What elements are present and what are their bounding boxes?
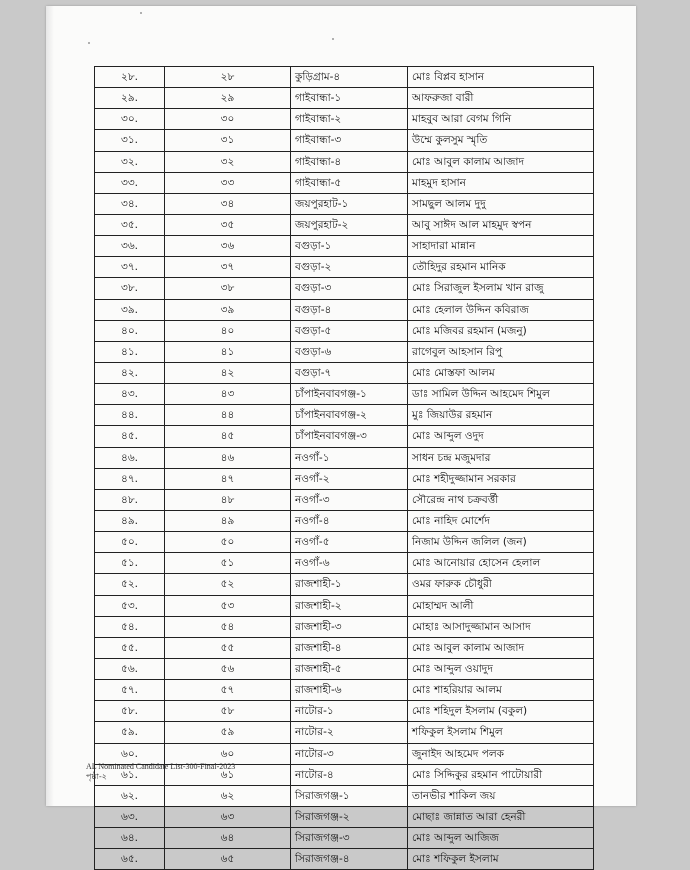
constituency-cell: নওগাঁ-৬ <box>291 553 408 574</box>
seat-number-cell: ৫০ <box>165 532 291 553</box>
constituency-cell: গাইবান্ধা-৩ <box>291 130 408 151</box>
seat-number-cell: ৫১ <box>165 553 291 574</box>
serial-cell: ৬১. <box>95 764 165 785</box>
candidate-name-cell: মোঃ আনোয়ার হোসেন হেলাল <box>408 553 594 574</box>
seat-number-cell: ৪১ <box>165 341 291 362</box>
constituency-cell: নওগাঁ-৪ <box>291 510 408 531</box>
constituency-cell: চাঁপাইনবাবগঞ্জ-২ <box>291 405 408 426</box>
serial-cell: ৫৮. <box>95 701 165 722</box>
table-row <box>95 849 594 870</box>
table-row <box>95 510 594 531</box>
constituency-cell: সিরাজগঞ্জ-২ <box>291 806 408 827</box>
table-row <box>95 743 594 764</box>
constituency-cell: বগুড়া-১ <box>291 236 408 257</box>
serial-cell: ৩৪. <box>95 193 165 214</box>
footer-page-label: পৃষ্ঠা-২ <box>86 772 107 781</box>
table-row <box>95 151 594 172</box>
seat-number-cell: ৫২ <box>165 574 291 595</box>
constituency-cell: রাজশাহী-২ <box>291 595 408 616</box>
seat-number-cell: ৪৯ <box>165 510 291 531</box>
candidate-name-cell: মোঃ শহীদুজ্জামান সরকার <box>408 468 594 489</box>
seat-number-cell: ৩৭ <box>165 257 291 278</box>
constituency-cell: সিরাজগঞ্জ-১ <box>291 785 408 806</box>
constituency-cell: রাজশাহী-৬ <box>291 680 408 701</box>
seat-number-cell: ৩০ <box>165 109 291 130</box>
serial-cell: ৫৭. <box>95 680 165 701</box>
constituency-cell: গাইবান্ধা-২ <box>291 109 408 130</box>
serial-cell: ৩৫. <box>95 214 165 235</box>
table-row <box>95 532 594 553</box>
constituency-cell: চাঁপাইনবাবগঞ্জ-১ <box>291 384 408 405</box>
serial-cell: ৫৪. <box>95 616 165 637</box>
scan-speck <box>332 38 334 40</box>
serial-cell: ৪৭. <box>95 468 165 489</box>
serial-cell: ৫২. <box>95 574 165 595</box>
seat-number-cell: ৫৮ <box>165 701 291 722</box>
serial-cell: ৬২. <box>95 785 165 806</box>
table-row <box>95 806 594 827</box>
seat-number-cell: ৩২ <box>165 151 291 172</box>
serial-cell: ৫১. <box>95 553 165 574</box>
seat-number-cell: ৪০ <box>165 320 291 341</box>
serial-cell: ৫৯. <box>95 722 165 743</box>
table-row <box>95 637 594 658</box>
table-row <box>95 595 594 616</box>
constituency-cell: নাটোর-১ <box>291 701 408 722</box>
candidate-name-cell: মাহবুব আরা বেগম গিনি <box>408 109 594 130</box>
seat-number-cell: ৪৫ <box>165 426 291 447</box>
serial-cell: ৪২. <box>95 362 165 383</box>
table-row <box>95 405 594 426</box>
candidate-name-cell: আবু সাঈদ আল মাহমুদ স্বপন <box>408 214 594 235</box>
table-row <box>95 67 594 88</box>
constituency-cell: নওগাঁ-১ <box>291 447 408 468</box>
constituency-cell: নওগাঁ-৩ <box>291 489 408 510</box>
serial-cell: ৩৬. <box>95 236 165 257</box>
seat-number-cell: ৫৪ <box>165 616 291 637</box>
constituency-cell: জয়পুরহাট-২ <box>291 214 408 235</box>
serial-cell: ২৮. <box>95 67 165 88</box>
candidate-name-cell: মোঃ শহিদুল ইসলাম (বকুল) <box>408 701 594 722</box>
table-row <box>95 236 594 257</box>
constituency-cell: বগুড়া-৭ <box>291 362 408 383</box>
constituency-cell: গাইবান্ধা-৪ <box>291 151 408 172</box>
candidate-name-cell: মোঃ আবুল কালাম আজাদ <box>408 151 594 172</box>
serial-cell: ৪০. <box>95 320 165 341</box>
serial-cell: ৪৩. <box>95 384 165 405</box>
candidate-name-cell: তৌহিদুর রহমান মানিক <box>408 257 594 278</box>
candidate-table <box>94 66 594 870</box>
constituency-cell: নাটোর-৪ <box>291 764 408 785</box>
seat-number-cell: ৪৪ <box>165 405 291 426</box>
constituency-cell: জয়পুরহাট-১ <box>291 193 408 214</box>
seat-number-cell: ৬১ <box>165 764 291 785</box>
scan-speck <box>140 12 142 14</box>
seat-number-cell: ৫৩ <box>165 595 291 616</box>
seat-number-cell: ৪৬ <box>165 447 291 468</box>
seat-number-cell: ৫৬ <box>165 658 291 679</box>
serial-cell: ৩১. <box>95 130 165 151</box>
serial-cell: ৪৬. <box>95 447 165 468</box>
serial-cell: ৫০. <box>95 532 165 553</box>
table-row <box>95 426 594 447</box>
serial-cell: ৩০. <box>95 109 165 130</box>
footer-file-name: AL Nominated Candidate List-300-Final-2023 <box>86 762 236 771</box>
seat-number-cell: ৪৩ <box>165 384 291 405</box>
seat-number-cell: ৪৭ <box>165 468 291 489</box>
constituency-cell: বগুড়া-৫ <box>291 320 408 341</box>
seat-number-cell: ৩৪ <box>165 193 291 214</box>
constituency-cell: বগুড়া-৩ <box>291 278 408 299</box>
candidate-name-cell: মোহাঃ আসাদুজ্জামান আসাদ <box>408 616 594 637</box>
serial-cell: ৫৬. <box>95 658 165 679</box>
serial-cell: ৪৮. <box>95 489 165 510</box>
constituency-cell: রাজশাহী-৫ <box>291 658 408 679</box>
constituency-cell: বগুড়া-৪ <box>291 299 408 320</box>
candidate-name-cell: মাহমুদ হাসান <box>408 172 594 193</box>
table-row <box>95 214 594 235</box>
serial-cell: ৪৪. <box>95 405 165 426</box>
serial-cell: ৬৩. <box>95 806 165 827</box>
candidate-name-cell: জুনাইদ আহমেদ পলক <box>408 743 594 764</box>
candidate-name-cell: সামছুল আলম দুদু <box>408 193 594 214</box>
seat-number-cell: ৩৬ <box>165 236 291 257</box>
constituency-cell: নাটোর-৩ <box>291 743 408 764</box>
table-row <box>95 680 594 701</box>
candidate-name-cell: রাগেবুল আহসান রিপু <box>408 341 594 362</box>
candidate-name-cell: মোঃ মোস্তফা আলম <box>408 362 594 383</box>
table-row <box>95 447 594 468</box>
candidate-name-cell: মোঃ বিপ্লব হাসান <box>408 67 594 88</box>
constituency-cell: নওগাঁ-২ <box>291 468 408 489</box>
serial-cell: ৬৪. <box>95 828 165 849</box>
seat-number-cell: ৩৩ <box>165 172 291 193</box>
constituency-cell: বগুড়া-২ <box>291 257 408 278</box>
seat-number-cell: ৫৫ <box>165 637 291 658</box>
table-row <box>95 384 594 405</box>
constituency-cell: নাটোর-২ <box>291 722 408 743</box>
table-row <box>95 616 594 637</box>
seat-number-cell: ৬২ <box>165 785 291 806</box>
candidate-name-cell: মোঃ সিদ্দিকুর রহমান পাটোয়ারী <box>408 764 594 785</box>
candidate-name-cell: শফিকুল ইসলাম শিমুল <box>408 722 594 743</box>
candidate-name-cell: মোঃ শফিকুল ইসলাম <box>408 849 594 870</box>
page-footer <box>86 762 235 782</box>
seat-number-cell: ৩৫ <box>165 214 291 235</box>
seat-number-cell: ২৮ <box>165 67 291 88</box>
serial-cell: ৬৫. <box>95 849 165 870</box>
candidate-name-cell: মোছাঃ জান্নাত আরা হেনরী <box>408 806 594 827</box>
serial-cell: ৩৯. <box>95 299 165 320</box>
constituency-cell: বগুড়া-৬ <box>291 341 408 362</box>
document-page <box>46 6 636 866</box>
seat-number-cell: ৬০ <box>165 743 291 764</box>
serial-cell: ৪৫. <box>95 426 165 447</box>
table-row <box>95 299 594 320</box>
candidate-name-cell: মোঃ হেলাল উদ্দিন কবিরাজ <box>408 299 594 320</box>
table-row <box>95 785 594 806</box>
candidate-name-cell: তানভীর শাকিল জয় <box>408 785 594 806</box>
candidate-name-cell: মুঃ জিয়াউর রহমান <box>408 405 594 426</box>
seat-number-cell: ৪৮ <box>165 489 291 510</box>
seat-number-cell: ৩৮ <box>165 278 291 299</box>
serial-cell: ২৯. <box>95 88 165 109</box>
table-row <box>95 320 594 341</box>
candidate-name-cell: মোঃ শাহরিয়ার আলম <box>408 680 594 701</box>
constituency-cell: গাইবান্ধা-১ <box>291 88 408 109</box>
seat-number-cell: ৬৫ <box>165 849 291 870</box>
serial-cell: ৩৩. <box>95 172 165 193</box>
constituency-cell: সিরাজগঞ্জ-৩ <box>291 828 408 849</box>
constituency-cell: সিরাজগঞ্জ-৪ <box>291 849 408 870</box>
candidate-name-cell: উম্মে কুলসুম স্মৃতি <box>408 130 594 151</box>
seat-number-cell: ৬৪ <box>165 828 291 849</box>
serial-cell: ৫৩. <box>95 595 165 616</box>
table-row <box>95 193 594 214</box>
candidate-table-body <box>95 67 594 870</box>
serial-cell: ৬০. <box>95 743 165 764</box>
candidate-name-cell: মোঃ নাহিদ মোর্শেদ <box>408 510 594 531</box>
constituency-cell: কুড়িগ্রাম-৪ <box>291 67 408 88</box>
constituency-cell: রাজশাহী-১ <box>291 574 408 595</box>
constituency-cell: রাজশাহী-৩ <box>291 616 408 637</box>
table-row <box>95 109 594 130</box>
table-row <box>95 172 594 193</box>
constituency-cell: চাঁপাইনবাবগঞ্জ-৩ <box>291 426 408 447</box>
table-row <box>95 362 594 383</box>
table-row <box>95 257 594 278</box>
serial-cell: ৪৯. <box>95 510 165 531</box>
table-row <box>95 828 594 849</box>
candidate-name-cell: ওমর ফারুক চৌধুরী <box>408 574 594 595</box>
candidate-name-cell: মোহাম্মদ আলী <box>408 595 594 616</box>
candidate-name-cell: আফরুজা বারী <box>408 88 594 109</box>
constituency-cell: গাইবান্ধা-৫ <box>291 172 408 193</box>
seat-number-cell: ২৯ <box>165 88 291 109</box>
table-row <box>95 468 594 489</box>
table-row <box>95 701 594 722</box>
candidate-name-cell: মোঃ আব্দুল ওদুদ <box>408 426 594 447</box>
candidate-name-cell: মোঃ আব্দুল আজিজ <box>408 828 594 849</box>
serial-cell: ৩২. <box>95 151 165 172</box>
table-row <box>95 278 594 299</box>
seat-number-cell: ৩১ <box>165 130 291 151</box>
candidate-name-cell: মোঃ সিরাজুল ইসলাম খান রাজু <box>408 278 594 299</box>
table-row <box>95 574 594 595</box>
candidate-name-cell: মোঃ আবুল কালাম আজাদ <box>408 637 594 658</box>
candidate-name-cell: নিজাম উদ্দিন জলিল (জন) <box>408 532 594 553</box>
table-row <box>95 130 594 151</box>
table-row <box>95 722 594 743</box>
candidate-name-cell: সাহাদারা মান্নান <box>408 236 594 257</box>
table-row <box>95 658 594 679</box>
constituency-cell: নওগাঁ-৫ <box>291 532 408 553</box>
seat-number-cell: ৪২ <box>165 362 291 383</box>
serial-cell: ৪১. <box>95 341 165 362</box>
candidate-name-cell: সাধন চন্দ্র মজুমদার <box>408 447 594 468</box>
table-row <box>95 88 594 109</box>
scan-speck <box>88 42 90 44</box>
serial-cell: ৫৫. <box>95 637 165 658</box>
seat-number-cell: ৬৩ <box>165 806 291 827</box>
serial-cell: ৩৮. <box>95 278 165 299</box>
seat-number-cell: ৫৯ <box>165 722 291 743</box>
candidate-name-cell: মোঃ আব্দুল ওয়াদুদ <box>408 658 594 679</box>
candidate-name-cell: মোঃ মজিবর রহমান (মজনু) <box>408 320 594 341</box>
serial-cell: ৩৭. <box>95 257 165 278</box>
table-row <box>95 489 594 510</box>
table-row <box>95 341 594 362</box>
seat-number-cell: ৫৭ <box>165 680 291 701</box>
candidate-name-cell: ডাঃ সামিল উদ্দিন আহমেদ শিমুল <box>408 384 594 405</box>
candidate-name-cell: সৌরেন্দ্র নাথ চক্রবর্ত্তী <box>408 489 594 510</box>
seat-number-cell: ৩৯ <box>165 299 291 320</box>
constituency-cell: রাজশাহী-৪ <box>291 637 408 658</box>
table-row <box>95 553 594 574</box>
